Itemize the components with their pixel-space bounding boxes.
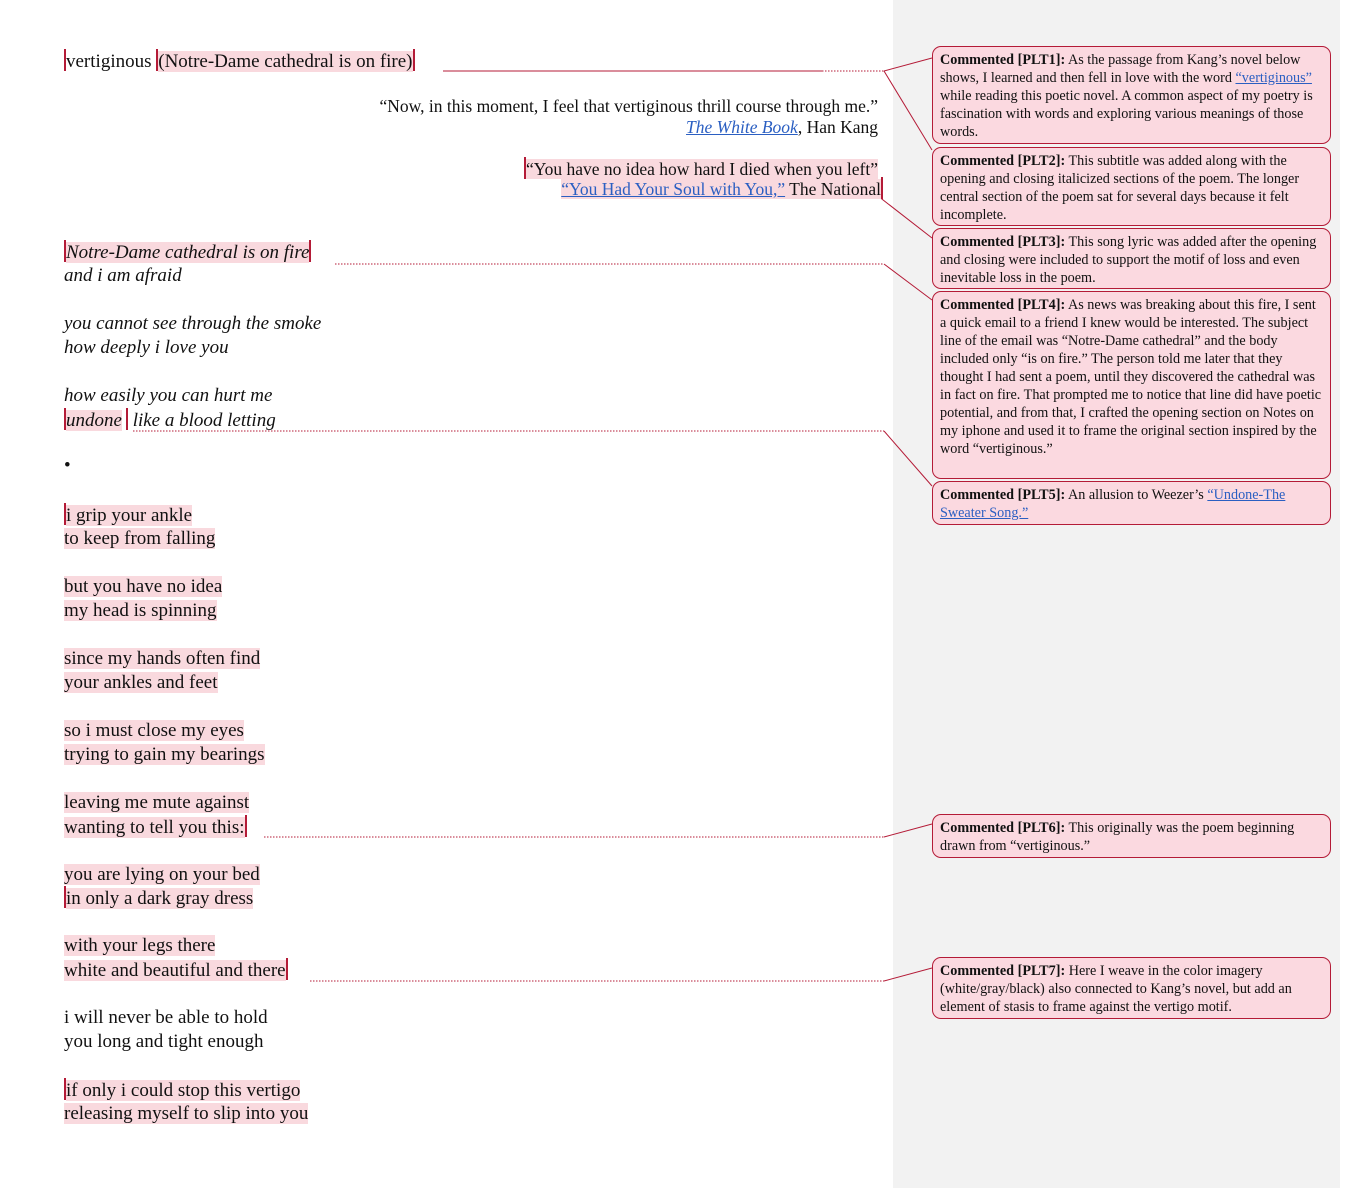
- comment-text: This originally was the poem beginning drawn from “vertiginous.”: [940, 820, 1295, 854]
- comment-text: while reading this poetic novel. A common aspect of my poetry is fascination with words and exploring various meanings of those words.: [940, 88, 1313, 140]
- poem-line: [64, 934, 215, 958]
- comment-balloon-plt3[interactable]: [932, 228, 1331, 289]
- epigraph-1-link[interactable]: The White Book: [686, 117, 798, 137]
- connector-plt1-diag: [884, 58, 932, 71]
- comment-anchor-marker: [413, 49, 415, 71]
- poem-line-text: in only a dark gray dress: [66, 888, 254, 909]
- epigraph-2-source: [561, 177, 883, 199]
- comment-label: Commented [PLT4]:: [940, 297, 1066, 313]
- comment-balloon-plt1[interactable]: [932, 46, 1331, 144]
- comment-anchor-marker: [245, 815, 247, 837]
- poem-line: [64, 863, 260, 887]
- comment-label: Commented [PLT5]:: [940, 487, 1066, 503]
- poem-line: how deeply i love you: [64, 337, 229, 358]
- poem-subtitle[interactable]: (Notre-Dame cathedral is on fire): [158, 51, 413, 72]
- poem-line: [64, 958, 288, 983]
- connector-plt4-diag: [884, 264, 932, 300]
- comment-text: An allusion to Weezer’s: [1065, 487, 1208, 503]
- comment-anchor-marker: [881, 177, 883, 199]
- comment-label: Commented [PLT1]:: [940, 52, 1066, 68]
- poem-line-text: since my hands often find: [64, 648, 261, 669]
- epigraph-2-quote[interactable]: “You have no idea how hard I died when you left”: [525, 159, 878, 179]
- poem-line-text: trying to gain my bearings: [64, 744, 265, 765]
- poem-line: you cannot see through the smoke: [64, 313, 322, 334]
- poem-line: how easily you can hurt me: [64, 385, 273, 406]
- epigraph-2-quote-line: [524, 157, 878, 179]
- poem-line: [64, 791, 249, 815]
- poem-line: [64, 886, 253, 911]
- poem-line: and i am afraid: [64, 265, 182, 286]
- comment-link[interactable]: “vertiginous”: [1235, 70, 1312, 86]
- poem-line: [64, 743, 265, 767]
- poem-line-text: white and beautiful and there: [64, 960, 286, 981]
- poem-line-text: releasing myself to slip into you: [64, 1103, 309, 1124]
- epigraph-1-source: [686, 117, 878, 137]
- poem-line-text: to keep from falling: [64, 528, 216, 549]
- comment-text: Here I weave in the color imagery (white/gray/black) also connected to Kang’s novel, but add an element of stasis to frame against the vertigo motif.: [940, 963, 1292, 1015]
- poem-line: [64, 1078, 300, 1103]
- comment-label: Commented [PLT3]:: [940, 234, 1066, 250]
- poem-line-text: i grip your ankle: [66, 505, 193, 526]
- epigraph-1-author: , Han Kang: [797, 117, 878, 137]
- poem-line-text[interactable]: Notre-Dame cathedral is on fire: [66, 242, 310, 263]
- comment-balloon-plt4[interactable]: [932, 291, 1331, 479]
- poem-line: [64, 527, 215, 551]
- comment-label: Commented [PLT2]:: [940, 153, 1066, 169]
- comment-balloon-plt2[interactable]: [932, 147, 1331, 226]
- connector-plt5-diag: [884, 431, 932, 486]
- connector-plt7-diag: [884, 968, 932, 981]
- poem-line-text: with your legs there: [64, 935, 216, 956]
- epigraph-2-link[interactable]: “You Had Your Soul with You,”: [561, 179, 786, 199]
- poem-line-text: so i must close my eyes: [64, 720, 244, 741]
- comment-label: Commented [PLT7]:: [940, 963, 1066, 979]
- poem-line-text: my head is spinning: [64, 600, 217, 621]
- poem-line-text: leaving me mute against: [64, 792, 250, 813]
- poem-line: [64, 240, 311, 265]
- comment-label: Commented [PLT6]:: [940, 820, 1066, 836]
- poem-line: [64, 1102, 308, 1126]
- epigraph-1-quote: “Now, in this moment, I feel that vertiginous thrill course through me.”: [379, 96, 878, 116]
- comment-anchor-marker: [286, 958, 288, 980]
- poem-line: [64, 408, 276, 433]
- comment-text: This song lyric was added after the opening and closing were included to support the motif of loss and even inevitable loss in the poem.: [940, 234, 1317, 286]
- epigraph-2-author: The National: [785, 179, 881, 199]
- comment-balloon-plt7[interactable]: [932, 957, 1331, 1019]
- poem-line: [64, 647, 260, 671]
- poem-line-text: if only i could stop this vertigo: [66, 1080, 301, 1101]
- poem-line: [64, 599, 217, 623]
- poem-line: [64, 503, 192, 528]
- poem-line: [64, 575, 222, 599]
- connector-plt6-diag: [884, 824, 932, 837]
- poem-line-text: but you have no idea: [64, 576, 223, 597]
- poem-line: you long and tight enough: [64, 1031, 264, 1052]
- poem-line: i will never be able to hold: [64, 1007, 268, 1028]
- comment-balloon-plt6[interactable]: [932, 814, 1331, 858]
- poem-line-text: wanting to tell you this:: [64, 817, 245, 838]
- poem-line-text-undone[interactable]: undone: [66, 410, 122, 431]
- connector-plt2: [884, 71, 932, 150]
- section-bullet: •: [64, 455, 71, 476]
- poem-title[interactable]: vertiginous: [66, 51, 152, 72]
- poem-line: [64, 719, 244, 743]
- comment-anchor-marker: [309, 240, 311, 262]
- comment-text: As news was breaking about this fire, I sent a quick email to a friend I knew would be interested. The subject line of the email was “Notre-Dame cathedral” and the body included only “is on fire.” The person told me later that they thought I had sent a poem, until they discovered the cathedral was in fact on fire. That prompted me to notice that line did have poetic potential, and from that, I crafted the opening section on Notes on my iphone and used it to frame the original section inspired by the word “vertiginous.”: [940, 297, 1322, 457]
- poem-line-text: your ankles and feet: [64, 672, 218, 693]
- comment-balloon-plt5[interactable]: [932, 481, 1331, 525]
- poem-line-text: like a blood letting: [127, 410, 276, 431]
- comment-text: As the passage from Kang’s novel below shows, I learned and then fell in love with the word: [940, 52, 1301, 86]
- poem-line: [64, 815, 247, 840]
- comment-link[interactable]: “Undone-The Sweater Song.”: [940, 487, 1286, 521]
- poem-title-line: [64, 49, 415, 74]
- comment-text: This subtitle was added along with the opening and closing italicized sections of the poem. The longer central section of the poem sat for several days because it felt incomplete.: [940, 153, 1300, 223]
- poem-line-text: you are lying on your bed: [64, 864, 260, 885]
- connector-plt3: [878, 190, 932, 238]
- poem-line: [64, 671, 218, 695]
